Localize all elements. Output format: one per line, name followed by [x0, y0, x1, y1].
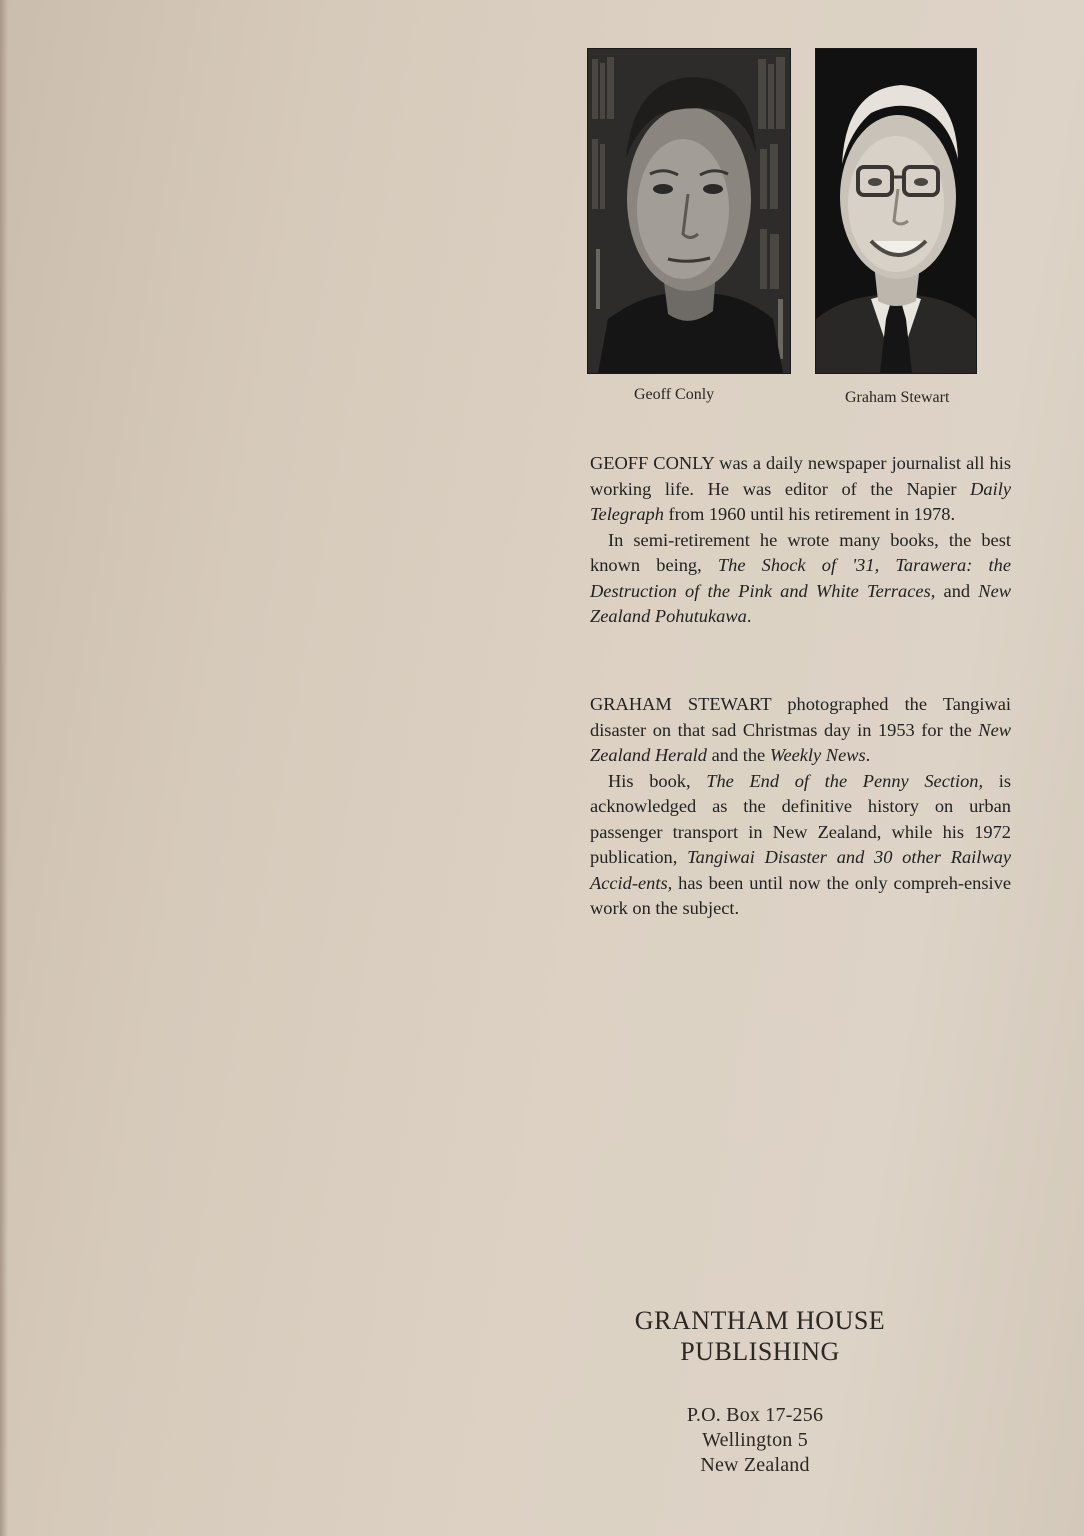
address-line-3: New Zealand — [700, 1454, 810, 1476]
page-edge — [0, 0, 8, 1536]
address-line-1: P.O. Box 17-256 — [686, 1404, 824, 1426]
publisher-name — [560, 1305, 960, 1367]
bio-geoff-conly — [590, 451, 1011, 630]
bio-stewart-paragraph-2: His book, The End of the Penny Section, is acknowledged as the definitive history on urban passenger transport in New Zealand, while his 1972 publication, Tangiwai Disaster and 30 other Railway Accid-ents, has been until now the only compreh-ensive work on the subject. — [590, 770, 1012, 918]
publisher-name-line-2: PUBLISHING — [680, 1337, 840, 1366]
publisher-name-line-1: GRANTHAM HOUSE — [634, 1306, 886, 1335]
bio-conly-paragraph-1: GEOFF CONLY was a daily newspaper journalist all his working life. He was editor of the Napier Daily Telegraph from 1960 until his retirement in 1978. — [590, 453, 1011, 524]
author-photo-graham-stewart — [815, 48, 977, 374]
publisher-address — [555, 1403, 955, 1478]
portrait-conly-graphic — [588, 49, 790, 373]
photo-caption-graham-stewart: Graham Stewart — [845, 389, 950, 406]
bio-graham-stewart — [590, 692, 1011, 922]
address-line-2: Wellington 5 — [702, 1429, 808, 1451]
bio-stewart-paragraph-1: GRAHAM STEWART photographed the Tangiwai disaster on that sad Christmas day in 1953 for the New Zealand Herald and the Weekly News. — [590, 694, 1011, 765]
portrait-stewart-graphic — [816, 49, 976, 373]
bio-conly-paragraph-2: In semi-retirement he wrote many books, the best known being, The Shock of '31, Tarawera: the Destruction of the Pink and White Terraces, and New Zealand Pohutukawa. — [590, 529, 1011, 626]
photo-caption-geoff-conly: Geoff Conly — [634, 386, 715, 403]
author-photo-geoff-conly — [587, 48, 791, 374]
